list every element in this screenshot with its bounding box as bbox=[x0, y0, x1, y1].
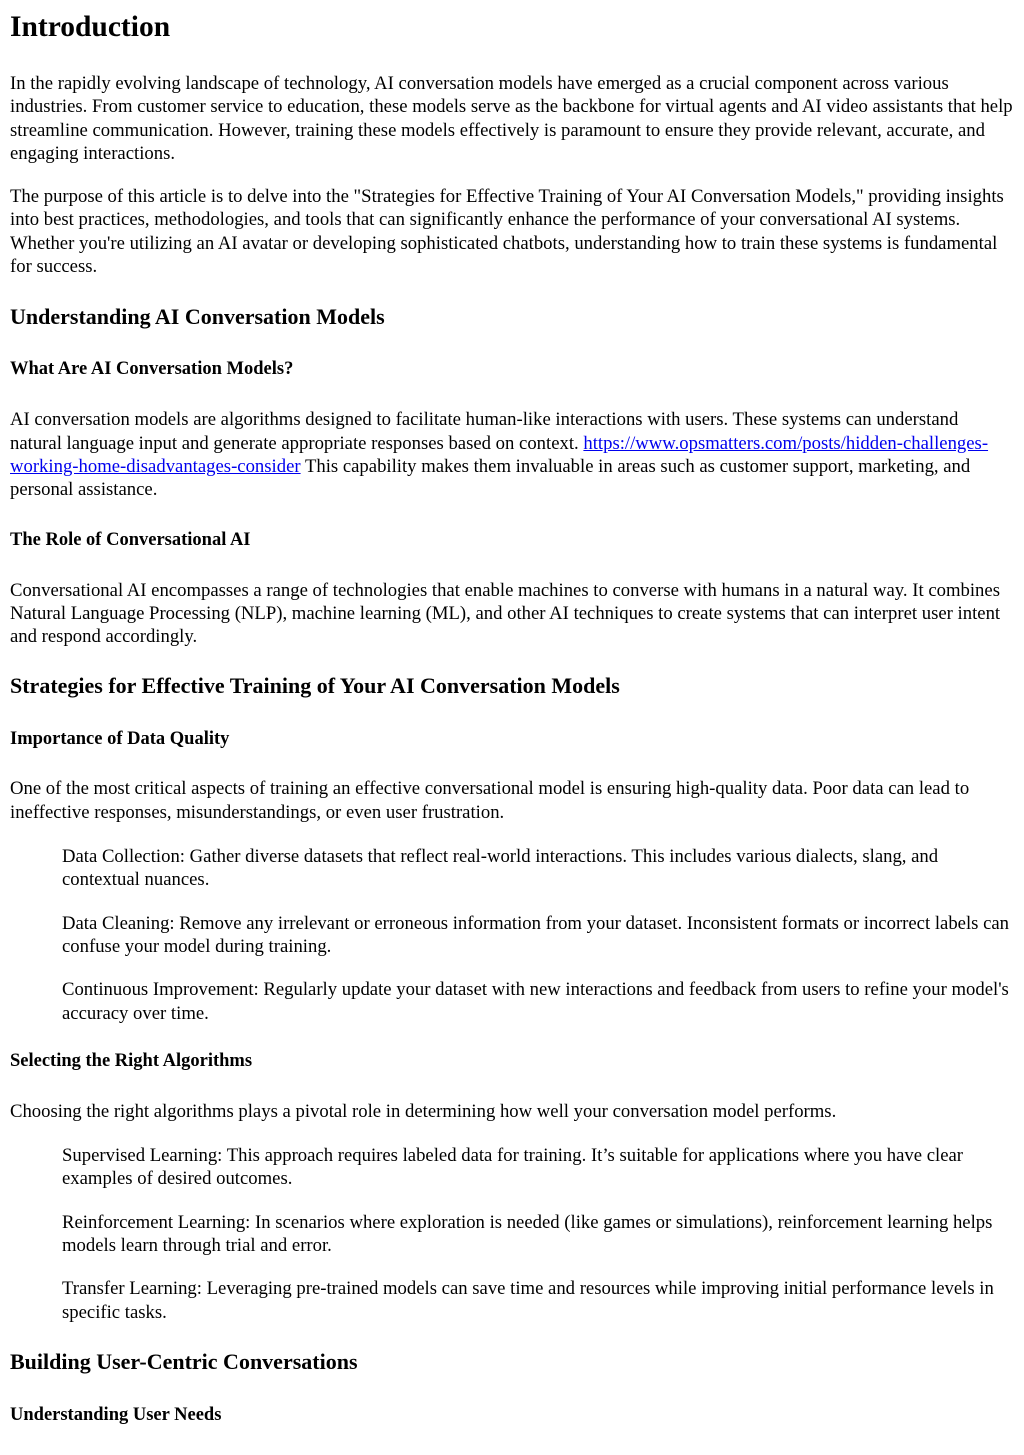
data-item-text: Data Collection: Gather diverse datasets that reflect real-world interactions. This includes various dialects, slang, and contextual nuances. bbox=[62, 846, 939, 891]
algorithm-item-reinforcement bbox=[62, 1211, 1014, 1258]
heading-role-conversational-ai: The Role of Conversational AI bbox=[10, 529, 251, 550]
data-item-improvement bbox=[62, 978, 1014, 1025]
what-text-after: This capability makes them invaluable in areas such as customer support, marketing, and personal assistance. bbox=[10, 455, 971, 501]
opsmatters-link[interactable]: https://www.opsmatters.com/posts/hidden-challenges-working-home-disadvantages-consider bbox=[10, 432, 989, 477]
data-item-text: Continuous Improvement: Regularly update your dataset with new interactions and feedback from users to refine your model's accuracy over time. bbox=[62, 979, 1009, 1024]
intro-paragraph-2: The purpose of this article is to delve into the "Strategies for Effective Training of Your AI Conversation Models," providing insights into best practices, methodologies, and tools that can significantly enhance the performance of your conversational AI systems. Whether you're utilizing an AI avatar or developing sophisticated chatbots, understanding how to train these systems is fundamental for success. bbox=[10, 186, 1004, 278]
algorithm-item-text: Reinforcement Learning: In scenarios where exploration is needed (like games or simulations), reinforcement learning helps models learn through trial and error. bbox=[62, 1211, 993, 1257]
heading-introduction: Introduction bbox=[10, 11, 171, 43]
algorithm-item-transfer bbox=[62, 1277, 1014, 1324]
what-text-before: AI conversation models are algorithms designed to facilitate human-like interactions with users. These systems can understand natural language input and generate appropriate responses based on context. bbox=[10, 409, 959, 454]
algorithm-item-text: Supervised Learning: This approach requires labeled data for training. It’s suitable for applications where you have clear examples of desired outcomes. bbox=[62, 1145, 964, 1190]
data-quality-paragraph: One of the most critical aspects of training an effective conversational model is ensuring high-quality data. Poor data can lead to ineffective responses, misunderstandings, or even user frustration. bbox=[10, 778, 970, 823]
heading-understanding-models: Understanding AI Conversation Models bbox=[10, 304, 385, 330]
data-item-text: Data Cleaning: Remove any irrelevant or erroneous information from your dataset. Inconsistent formats or incorrect labels can confuse your model during training. bbox=[62, 912, 1010, 957]
role-paragraph: Conversational AI encompasses a range of technologies that enable machines to converse with humans in a natural way. It combines Natural Language Processing (NLP), machine learning (ML), and other AI techniques to create systems that can interpret user intent and respond accordingly. bbox=[10, 579, 1001, 648]
heading-user-centric: Building User-Centric Conversations bbox=[10, 1348, 358, 1374]
data-item-cleaning bbox=[62, 912, 1014, 959]
heading-what-are-models: What Are AI Conversation Models? bbox=[10, 359, 294, 380]
data-item-collection bbox=[62, 845, 1014, 892]
heading-data-quality: Importance of Data Quality bbox=[10, 729, 230, 750]
what-are-models-paragraph bbox=[10, 408, 1014, 501]
algorithms-paragraph: Choosing the right algorithms plays a pivotal role in determining how well your conversation model performs. bbox=[10, 1100, 837, 1122]
heading-selecting-algorithms: Selecting the Right Algorithms bbox=[10, 1050, 253, 1071]
heading-strategies: Strategies for Effective Training of Your AI Conversation Models bbox=[10, 673, 620, 699]
algorithm-item-text: Transfer Learning: Leveraging pre-trained models can save time and resources while improving initial performance levels in specific tasks. bbox=[62, 1278, 994, 1323]
algorithm-item-supervised bbox=[62, 1144, 1014, 1191]
intro-paragraph-1: In the rapidly evolving landscape of technology, AI conversation models have emerged as a crucial component across various industries. From customer service to education, these models serve as the backbone for virtual agents and AI video assistants that help streamline communication. However, training these models effectively is paramount to ensure they provide relevant, accurate, and engaging interactions. bbox=[10, 73, 1013, 164]
article bbox=[0, 9, 1024, 1427]
heading-user-needs: Understanding User Needs bbox=[10, 1404, 222, 1425]
